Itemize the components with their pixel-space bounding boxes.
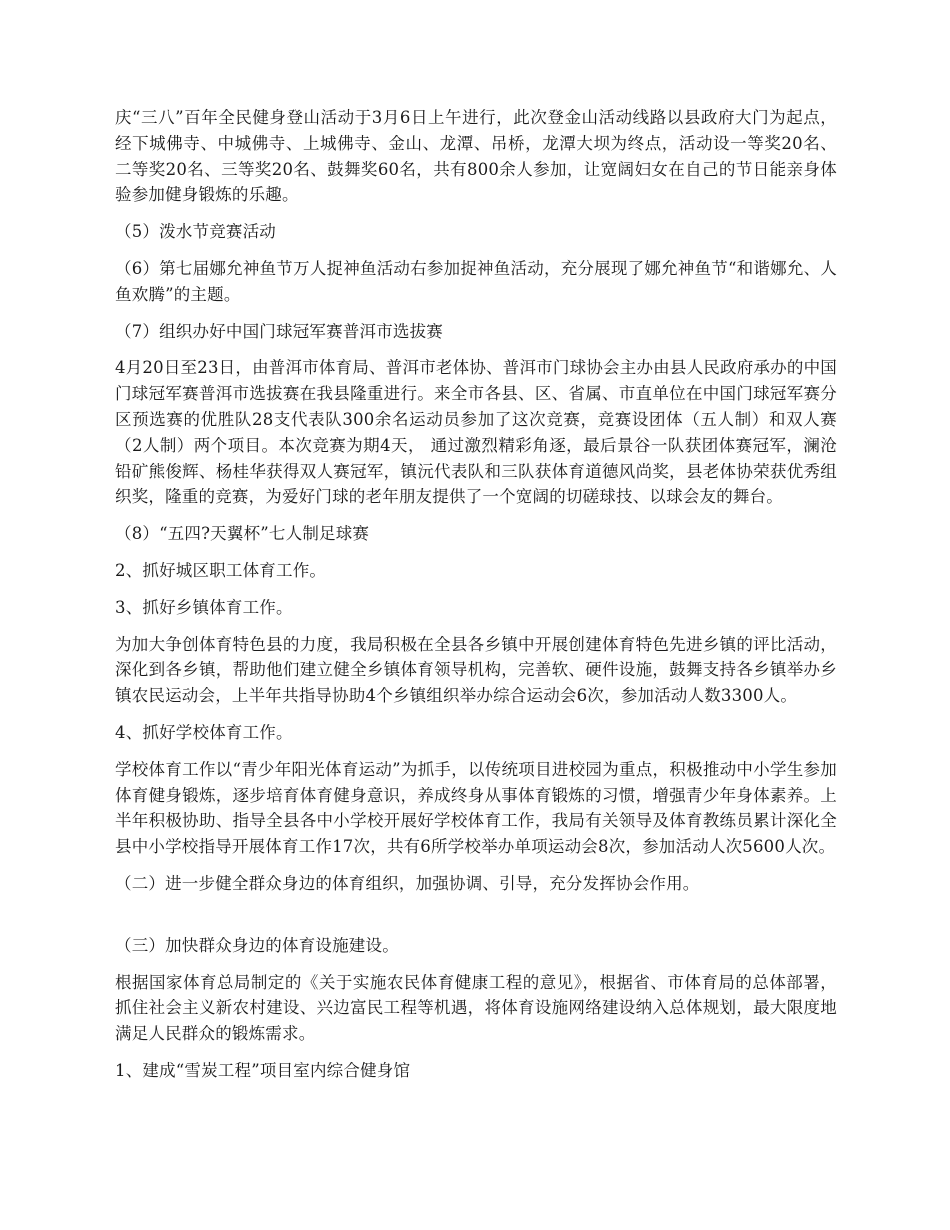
document-body xyxy=(115,105,837,1084)
item-fish-festival: （6）第七届娜允神鱼节万人捉神鱼活动右参加捉神鱼活动，充分展现了娜允神鱼节“和谐娜允、人鱼欢腾”的主题。 xyxy=(115,258,837,304)
heading-snow-charcoal-project: 1、建成“雪炭工程”项目室内综合健身馆 xyxy=(115,1060,411,1080)
item-water-splashing-festival: （5）泼水节竞赛活动 xyxy=(115,222,276,242)
paragraph-facilities-plan: 根据国家体育总局制定的《关于实施农民体育健康工程的意见》，根据省、市体育局的总体部署，抓住社会主义新农村建设、兴边富民工程等机遇，将体育设施网络建设纳入总体规划，最大限度地满足人民群众的锻炼需求。 xyxy=(115,972,837,1044)
paragraph-mountain-climbing: 庆“三八”百年全民健身登山活动于3月6日上午进行，此次登金山活动线路以县政府大门为起点，经下城佛寺、中城佛寺、上城佛寺、金山、龙潭、吊桥，龙潭大坝为终点，活动设一等奖20名、二等奖20名、三等奖20名、鼓舞奖60名，共有800余人参加，让宽阔妇女在自己的节日能亲身体验参加健身锻炼的乐趣。 xyxy=(115,108,837,205)
paragraph-township-details: 为加大争创体育特色县的力度，我局积极在全县各乡镇中开展创建体育特色先进乡镇的评比活动，深化到各乡镇，帮助他们建立健全乡镇体育领导机构，完善软、硬件设施，鼓舞支持各乡镇举办乡镇农民运动会，上半年共指导协助4个乡镇组织举办综合运动会6次，参加活动人数3300人。 xyxy=(115,634,837,706)
paragraph-school-details: 学校体育工作以“青少年阳光体育运动”为抓手，以传统项目进校园为重点，积极推动中小学生参加体育健身锻炼，逐步培育体育健身意识，养成终身从事体育锻炼的习惯，增强青少年身体素养。上半年积极协助、指导全县各中小学校开展好学校体育工作，我局有关领导及体育教练员累计深化全县中小学校指导开展体育工作17次，共有6所学校举办单项运动会8次，参加活动人次5600人次。 xyxy=(115,759,837,857)
item-gateball-selection: （7）组织办好中国门球冠军赛普洱市选拔赛 xyxy=(115,321,443,341)
section-sports-organizations: （二）进一步健全群众身边的体育组织，加强协调、引导，充分发挥协会作用。 xyxy=(115,873,700,893)
section-sports-facilities: （三）加快群众身边的体育设施建设。 xyxy=(115,935,399,955)
heading-township-sports: 3、抓好乡镇体育工作。 xyxy=(115,597,293,617)
heading-school-sports: 4、抓好学校体育工作。 xyxy=(115,722,293,742)
paragraph-gateball-details: 4月20日至23日，由普洱市体育局、普洱市老体协、普洱市门球协会主办由县人民政府承办的中国门球冠军赛普洱市选拔赛在我县隆重进行。来全市各县、区、省属、市直单位在中国门球冠军赛分区预选赛的优胜队28支代表队300余名运动员参加了这次竞赛，竞赛设团体（五人制）和双人赛（2人制）两个项目。本次竞赛为期4天， 通过激烈精彩角逐，最后景谷一队获团体赛冠军，澜沧铅矿熊俊辉、杨桂华获得双人赛冠军，镇沅代表队和三队获体育道德风尚奖，县老体协荣获优秀组织奖，隆重的竞赛，为爱好门球的老年朋友提供了一个宽阔的切磋球技、以球会友的舞台。 xyxy=(115,358,837,507)
item-football-match: （8）“五四?天翼杯”七人制足球赛 xyxy=(115,524,370,544)
heading-urban-workers-sports: 2、抓好城区职工体育工作。 xyxy=(115,560,327,580)
